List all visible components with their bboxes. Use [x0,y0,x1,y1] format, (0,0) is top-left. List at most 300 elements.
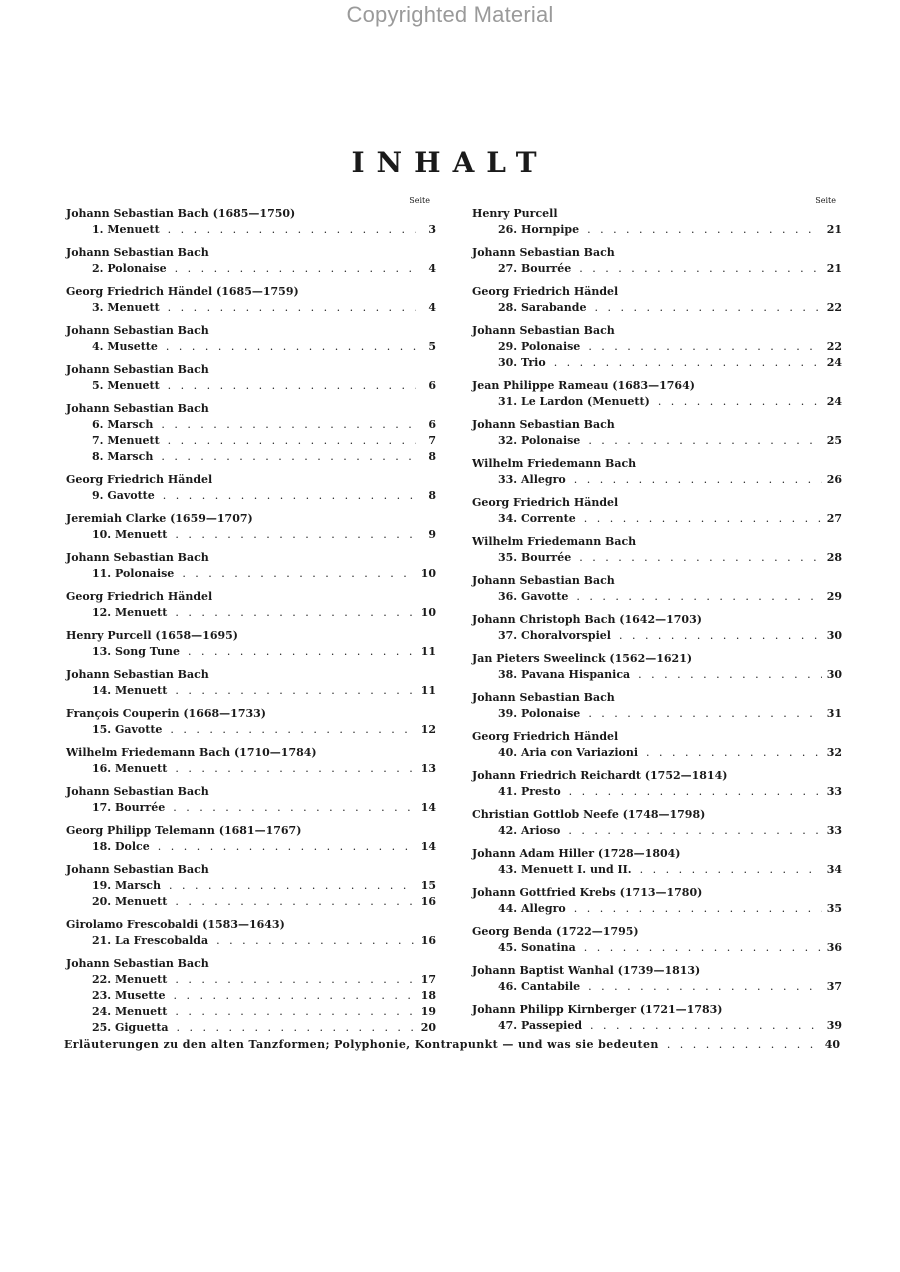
page-number: 4 [428,301,436,314]
toc-composer-group [472,206,842,238]
page-number: 5 [428,340,436,353]
toc-entry [66,933,436,949]
toc-entry [472,979,842,995]
piece-number: 13. [92,645,112,658]
toc-entry [472,706,842,722]
toc-entry [472,628,842,644]
composer-name: Johann Christoph Bach (1642—1703) [472,613,702,626]
composer-name: Johann Sebastian Bach [66,246,209,259]
piece-number: 3. [92,301,104,314]
toc-composer-group [472,378,842,410]
composer-name: Wilhelm Friedemann Bach (1710—1784) [66,746,317,759]
page-number: 31 [826,707,842,720]
toc-entry [66,1004,436,1020]
toc-composer-group [472,534,842,566]
leader-dots [588,979,822,995]
toc-entry [66,488,436,504]
toc-composer-group [472,1002,842,1034]
composer-name: Georg Friedrich Händel [66,590,213,603]
composer-name: Johann Sebastian Bach [66,785,209,798]
toc-entry [472,433,842,449]
page-number: 24 [826,356,842,369]
leader-dots [168,433,416,449]
toc-footer-entry [64,1038,840,1051]
piece-number: 2. [92,262,104,275]
page-number: 6 [428,418,436,431]
piece-title: Gavotte [520,590,569,603]
leader-dots [658,394,822,410]
composer-name: Johann Sebastian Bach [472,246,615,259]
piece-number: 19. [92,879,112,892]
piece-title: Bourrée [114,801,166,814]
piece-title: Menuett [107,434,160,447]
page-number: 22 [826,301,842,314]
piece-number: 29. [498,340,518,353]
toc-entry [66,839,436,855]
piece-number: 24. [92,1005,112,1018]
page-number: 13 [420,762,436,775]
toc-entry [472,511,842,527]
composer-name: Jean Philippe Rameau (1683—1764) [472,379,695,392]
toc-entry [66,644,436,660]
page-number: 34 [826,863,842,876]
piece-title: Pavana Hispanica [520,668,631,681]
piece-title: Gavotte [114,723,163,736]
leader-dots [595,300,823,316]
piece-number: 14. [92,684,112,697]
composer-name: Johann Sebastian Bach (1685—1750) [66,207,296,220]
toc-composer-group [66,362,436,394]
composer-name: Johann Sebastian Bach [472,574,615,587]
leader-dots [175,972,416,988]
piece-number: 18. [92,840,112,853]
toc-entry [66,339,436,355]
piece-title: Song Tune [114,645,180,658]
footer-entry-title: Erläuterungen zu den alten Tanzformen; Polyphonie, Kontrapunkt — und was sie bedeuten [64,1038,659,1051]
toc-entry [66,761,436,777]
piece-number: 32. [498,434,518,447]
toc-entry [472,550,842,566]
leader-dots [568,823,822,839]
composer-name: Wilhelm Friedemann Bach [472,457,637,470]
leader-dots [168,300,416,316]
toc-composer-group [66,323,436,355]
piece-title: Allegro [520,902,566,915]
page-number: 17 [420,973,436,986]
piece-title: Polonaise [520,434,581,447]
leader-dots [667,1038,820,1051]
page-number: 18 [420,989,436,1002]
leader-dots [173,800,416,816]
leader-dots [574,472,822,488]
leader-dots [166,339,416,355]
toc-entry [66,261,436,277]
piece-number: 46. [498,980,518,993]
toc-composer-group [66,472,436,504]
leader-dots [175,527,416,543]
toc-entry [66,1020,436,1036]
piece-title: Polonaise [107,262,167,275]
toc-composer-group [472,690,842,722]
toc-composer-group [66,550,436,582]
leader-dots [576,589,822,605]
piece-title: La Frescobalda [114,934,209,947]
page-column-label: Seite [815,196,836,205]
piece-title: Corrente [520,512,576,525]
composer-name: Georg Friedrich Händel [472,496,619,509]
leader-dots [175,1004,416,1020]
page-number: 21 [826,223,842,236]
piece-title: Allegro [520,473,566,486]
toc-entry [472,222,842,238]
leader-dots [584,940,822,956]
piece-title: Menuett [114,895,168,908]
leader-dots [554,355,822,371]
piece-number: 12. [92,606,112,619]
toc-composer-group [66,589,436,621]
piece-title: Menuett [114,606,168,619]
toc-composer-group [66,284,436,316]
composer-name: Jeremiah Clarke (1659—1707) [66,512,253,525]
page-number: 16 [420,895,436,908]
piece-title: Aria con Variazioni [520,746,639,759]
leader-dots [188,644,416,660]
piece-title: Giguetta [114,1021,169,1034]
composer-name: Johann Philipp Kirnberger (1721—1783) [472,1003,723,1016]
leader-dots [569,784,822,800]
composer-name: Henry Purcell [472,207,558,220]
piece-number: 27. [498,262,518,275]
composer-name: Girolamo Frescobaldi (1583—1643) [66,918,285,931]
piece-number: 37. [498,629,518,642]
toc-entry [66,449,436,465]
piece-title: Musette [114,989,166,1002]
toc-entry [472,339,842,355]
piece-number: 20. [92,895,112,908]
leader-dots [175,761,416,777]
toc-entry [472,300,842,316]
toc-entry [66,988,436,1004]
piece-title: Menuett [107,223,160,236]
toc-entry [472,472,842,488]
piece-title: Menuett [114,1005,168,1018]
composer-name: Johann Sebastian Bach [66,324,209,337]
piece-title: Marsch [114,879,161,892]
toc-entry [472,394,842,410]
toc-composer-group [472,495,842,527]
page-number: 6 [428,379,436,392]
toc-composer-group [472,573,842,605]
composer-name: Jan Pieters Sweelinck (1562—1621) [472,652,693,665]
toc-entry [66,378,436,394]
page-number: 33 [826,785,842,798]
composer-name: Johann Sebastian Bach [472,691,615,704]
composer-name: Johann Sebastian Bach [66,957,209,970]
piece-title: Hornpipe [520,223,580,236]
piece-title: Marsch [107,450,154,463]
toc-entry [472,901,842,917]
piece-number: 22. [92,973,112,986]
composer-name: Georg Benda (1722—1795) [472,925,639,938]
piece-number: 44. [498,902,518,915]
leader-dots [163,488,416,504]
piece-title: Sarabande [520,301,587,314]
piece-number: 38. [498,668,518,681]
page-number: 15 [420,879,436,892]
page-number: 35 [826,902,842,915]
toc-composer-group [472,846,842,878]
toc-composer-group [472,729,842,761]
leader-dots [169,878,416,894]
piece-title: Polonaise [520,707,581,720]
piece-number: 9. [92,489,104,502]
toc-composer-group [472,456,842,488]
toc-entry [472,823,842,839]
page-number: 36 [826,941,842,954]
composer-name: Georg Friedrich Händel [472,730,619,743]
toc-entry [66,972,436,988]
page-number: 25 [826,434,842,447]
toc-entry [66,527,436,543]
piece-title: Menuett [107,301,160,314]
toc-composer-group [472,807,842,839]
piece-number: 33. [498,473,518,486]
piece-number: 28. [498,301,518,314]
toc-entry [472,862,842,878]
toc-composer-group [66,784,436,816]
toc-composer-group [472,963,842,995]
piece-title: Arioso [520,824,561,837]
leader-dots [638,667,822,683]
page-number: 3 [428,223,436,236]
piece-title: Presto [520,785,561,798]
page-number: 10 [420,606,436,619]
toc-composer-group [472,417,842,449]
toc-composer-group [66,917,436,949]
page-number: 22 [826,340,842,353]
page-number: 33 [826,824,842,837]
composer-name: Johann Friedrich Reichardt (1752—1814) [472,769,728,782]
piece-number: 6. [92,418,104,431]
leader-dots [175,261,416,277]
piece-number: 30. [498,356,518,369]
toc-composer-group [66,206,436,238]
toc-entry [472,1018,842,1034]
toc-entry [472,667,842,683]
piece-title: Passepied [520,1019,583,1032]
piece-title: Bourrée [520,262,572,275]
composer-name: Georg Friedrich Händel [66,473,213,486]
page-number: 14 [420,840,436,853]
piece-title: Menuett [107,379,160,392]
leader-dots [588,339,822,355]
toc-composer-group [472,323,842,371]
leader-dots [646,745,822,761]
page-number: 11 [420,645,436,658]
page-number: 11 [420,684,436,697]
piece-number: 41. [498,785,518,798]
piece-number: 42. [498,824,518,837]
composer-name: Johann Sebastian Bach [472,324,615,337]
toc-composer-group [66,511,436,543]
leader-dots [168,378,416,394]
composer-name: Georg Friedrich Händel (1685—1759) [66,285,299,298]
composer-name: Johann Sebastian Bach [472,418,615,431]
toc-entry [472,355,842,371]
page-number: 16 [420,934,436,947]
composer-name: Johann Sebastian Bach [66,863,209,876]
toc-composer-group [472,651,842,683]
toc-composer-group [66,401,436,465]
toc-entry [472,261,842,277]
piece-title: Menuett [114,973,168,986]
piece-number: 11. [92,567,112,580]
page-number: 9 [428,528,436,541]
page-number: 10 [420,567,436,580]
piece-title: Choralvorspiel [520,629,611,642]
page-number: 26 [826,473,842,486]
piece-number: 15. [92,723,112,736]
leader-dots [161,417,416,433]
piece-number: 21. [92,934,112,947]
piece-title: Dolce [114,840,150,853]
page-column-label: Seite [409,196,430,205]
toc-right-column [472,196,842,1041]
toc-composer-group [472,612,842,644]
toc-composer-group [66,706,436,738]
piece-number: 16. [92,762,112,775]
page-number: 28 [826,551,842,564]
piece-number: 25. [92,1021,112,1034]
leader-dots [574,901,822,917]
piece-title: Musette [107,340,158,353]
leader-dots [170,722,416,738]
toc-entry [472,589,842,605]
composer-name: Johann Sebastian Bach [66,668,209,681]
page-number: 8 [428,450,436,463]
page-number: 32 [826,746,842,759]
page-number: 24 [826,395,842,408]
piece-title: Cantabile [520,980,581,993]
piece-number: 7. [92,434,104,447]
composer-name: Wilhelm Friedemann Bach [472,535,637,548]
leader-dots [174,988,416,1004]
piece-title: Trio [520,356,546,369]
composer-name: Johann Sebastian Bach [66,551,209,564]
leader-dots [216,933,416,949]
toc-composer-group [66,745,436,777]
composer-name: Christian Gottlob Neefe (1748—1798) [472,808,706,821]
piece-number: 23. [92,989,112,1002]
page-number: 30 [826,668,842,681]
piece-title: Menuett [114,762,168,775]
piece-number: 5. [92,379,104,392]
page-number: 12 [420,723,436,736]
toc-entry [66,222,436,238]
toc-entry [66,894,436,910]
piece-title: Le Lardon (Menuett) [520,395,650,408]
leader-dots [168,222,416,238]
toc-entry [66,605,436,621]
composer-name: Johann Sebastian Bach [66,363,209,376]
leader-dots [588,706,822,722]
page-number: 19 [420,1005,436,1018]
toc-composer-group [472,245,842,277]
piece-title: Polonaise [114,567,175,580]
toc-composer-group [66,245,436,277]
piece-number: 10. [92,528,112,541]
piece-title: Polonaise [520,340,581,353]
leader-dots [175,894,416,910]
piece-number: 17. [92,801,112,814]
piece-title: Menuett [114,684,168,697]
composer-name: Georg Friedrich Händel [472,285,619,298]
toc-entry [66,417,436,433]
piece-number: 39. [498,707,518,720]
composer-name: Henry Purcell (1658—1695) [66,629,238,642]
toc-entry [472,784,842,800]
leader-dots [590,1018,822,1034]
leader-dots [177,1020,416,1036]
composer-name: Johann Baptist Wanhal (1739—1813) [472,964,701,977]
toc-composer-group [66,628,436,660]
composer-name: Johann Sebastian Bach [66,402,209,415]
page-number: 21 [826,262,842,275]
leader-dots [640,862,822,878]
leader-dots [579,550,822,566]
page-number: 20 [420,1021,436,1034]
leader-dots [619,628,822,644]
page-number: 30 [826,629,842,642]
toc-entry [66,878,436,894]
toc-entry [66,722,436,738]
leader-dots [587,222,822,238]
toc-entry [66,800,436,816]
piece-number: 43. [498,863,518,876]
page-title: INHALT [351,146,549,179]
piece-title: Marsch [107,418,154,431]
piece-title: Bourrée [520,551,572,564]
toc-entry [472,745,842,761]
toc-composer-group [66,823,436,855]
page-number: 14 [420,801,436,814]
toc-entry [66,566,436,582]
toc-entry [66,433,436,449]
toc-composer-group [472,284,842,316]
page-number: 7 [428,434,436,447]
page-number: 37 [826,980,842,993]
piece-number: 31. [498,395,518,408]
piece-number: 34. [498,512,518,525]
toc-composer-group [66,956,436,1036]
toc-entry [66,683,436,699]
footer-page-number: 40 [824,1038,840,1051]
piece-number: 26. [498,223,518,236]
piece-number: 4. [92,340,104,353]
leader-dots [588,433,822,449]
piece-number: 1. [92,223,104,236]
copyright-watermark: Copyrighted Material [346,2,554,27]
piece-number: 35. [498,551,518,564]
leader-dots [161,449,416,465]
leader-dots [182,566,416,582]
composer-name: François Couperin (1668—1733) [66,707,266,720]
piece-number: 8. [92,450,104,463]
leader-dots [579,261,822,277]
toc-composer-group [472,885,842,917]
composer-name: Johann Gottfried Krebs (1713—1780) [472,886,703,899]
page-number: 39 [826,1019,842,1032]
